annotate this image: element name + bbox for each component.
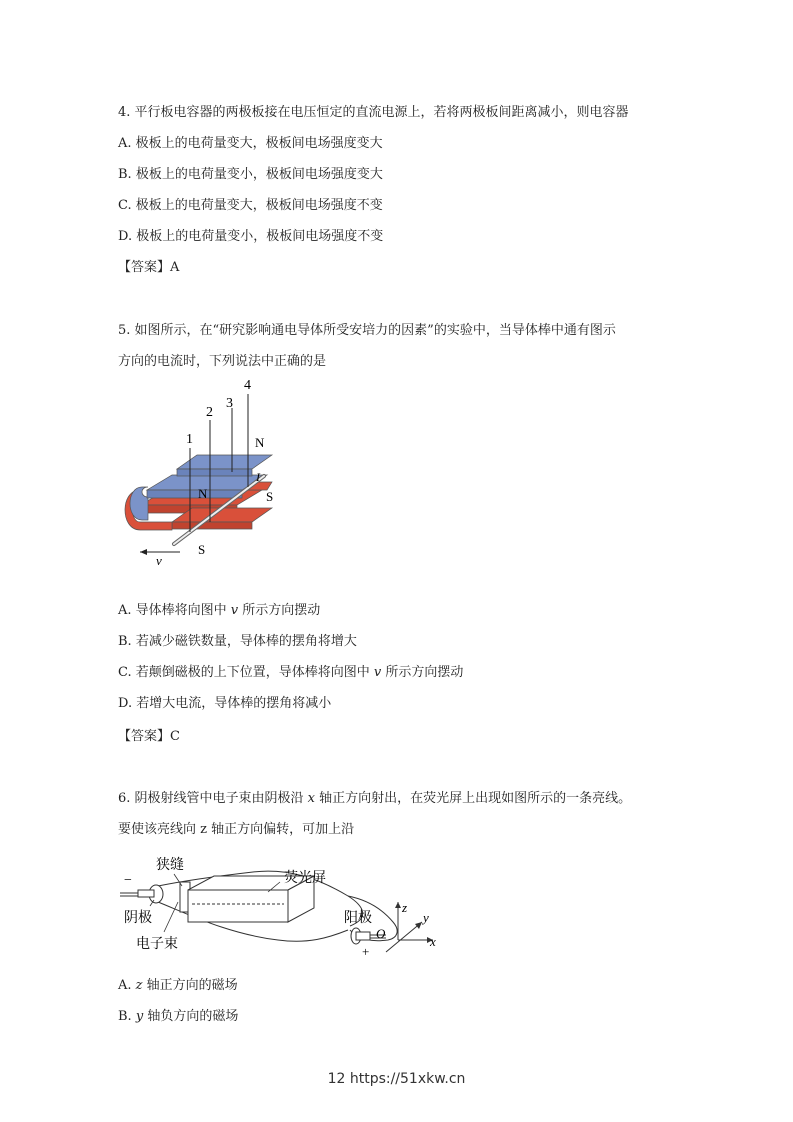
q5-stem-line2: 方向的电流时，下列说法中正确的是 — [118, 354, 327, 369]
fig5-north-mid: N — [198, 486, 208, 501]
q6-stem-line2: 要使该亮线向 z 轴正方向偏转，可加上沿 — [118, 822, 355, 837]
fig6-screen-label: 荧光屏 — [284, 870, 326, 886]
q4-option-d: D. 极板上的电荷量变小，极板间电场强度不变 — [118, 229, 384, 244]
page-footer: 12 https://51xkw.cn — [327, 1071, 466, 1087]
q4-stem: 4. 平行板电容器的两极板接在电压恒定的直流电源上，若将两极板间距离减小，则电容器 — [118, 105, 629, 120]
fig6-plus-sign: + — [362, 944, 370, 959]
fig5-label-4: 4 — [244, 378, 251, 393]
q5-option-c: C. 若颠倒磁极的上下位置，导体棒将向图中 v 所示方向摆动 — [118, 665, 464, 680]
q5-option-d: D. 若增大电流，导体棒的摆角将减小 — [118, 696, 332, 711]
q4-option-c: C. 极板上的电荷量变大，极板间电场强度不变 — [118, 198, 383, 213]
fig6-anode-label: 阳极 — [344, 910, 372, 926]
q4-answer: 【答案】A — [118, 260, 180, 275]
q6-stem-line1: 6. 阴极射线管中电子束由阴极沿 x 轴正方向射出，在荧光屏上出现如图所示的一条亮线。 — [118, 791, 632, 806]
fig5-label-1: 1 — [186, 432, 193, 447]
fig5-south-right: S — [266, 489, 274, 504]
fig5-north-top: N — [255, 435, 265, 450]
fig6-slit-label: 狭缝 — [156, 857, 184, 873]
fig5-label-2: 2 — [206, 405, 213, 420]
fig6-origin: O — [376, 926, 386, 941]
q5-option-b: B. 若减少磁铁数量，导体棒的摆角将增大 — [118, 634, 357, 649]
fig6-cathode-label: 阴极 — [124, 910, 152, 926]
q5-answer: 【答案】C — [118, 729, 180, 744]
fig5-label-3: 3 — [226, 396, 233, 411]
fig5-current-label: I — [256, 470, 260, 484]
q5-magnet-figure — [112, 372, 292, 572]
q6-option-b: B. y 轴负方向的磁场 — [118, 1009, 239, 1024]
fig6-axis-z: z — [402, 900, 408, 915]
q5-stem-line1: 5. 如图所示，在“研究影响通电导体所受安培力的因素”的实验中，当导体棒中通有图示 — [118, 323, 616, 338]
fig5-south-bottom: S — [198, 542, 206, 557]
fig6-axis-y: y — [423, 910, 429, 925]
q4-option-a: A. 极板上的电荷量变大，极板间电场强度变大 — [118, 136, 383, 151]
q5-option-a: A. 导体棒将向图中 v 所示方向摆动 — [118, 603, 321, 618]
fig5-velocity-label: v — [156, 553, 162, 568]
q6-option-a: A. z 轴正方向的磁场 — [118, 978, 238, 993]
fig6-axis-x: x — [430, 934, 436, 949]
q4-option-b: B. 极板上的电荷量变小，极板间电场强度变大 — [118, 167, 383, 182]
q6-crt-figure — [118, 852, 448, 964]
fig6-minus-sign: − — [124, 873, 132, 888]
fig6-beam-label: 电子束 — [136, 936, 178, 952]
